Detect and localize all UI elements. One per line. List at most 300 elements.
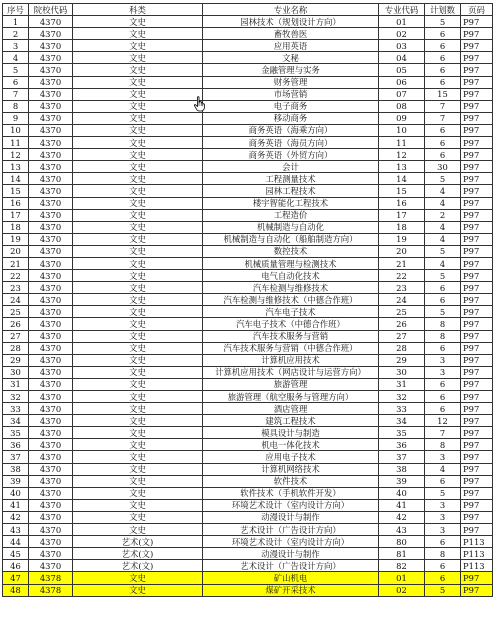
table-body xyxy=(3,16,493,597)
cell-school-code: 4370 xyxy=(29,511,73,523)
cell-plan-count: 6 xyxy=(425,28,461,40)
cell-major-name: 酒店管理 xyxy=(203,403,379,415)
cell-school-code: 4370 xyxy=(29,221,73,233)
cell-no: 40 xyxy=(3,487,29,499)
cell-page: P113 xyxy=(461,536,493,548)
cell-page: P97 xyxy=(461,221,493,233)
table-row-highlighted xyxy=(3,572,493,584)
cell-no: 46 xyxy=(3,560,29,572)
cell-plan-count: 6 xyxy=(425,52,461,64)
cell-school-code: 4370 xyxy=(29,112,73,124)
cell-category: 文史 xyxy=(73,16,203,28)
cell-page: P97 xyxy=(461,149,493,161)
cell-school-code: 4370 xyxy=(29,330,73,342)
cell-category: 文史 xyxy=(73,366,203,378)
cell-school-code: 4370 xyxy=(29,366,73,378)
cell-category: 文史 xyxy=(73,185,203,197)
cell-page: P97 xyxy=(461,572,493,584)
table-row xyxy=(3,221,493,233)
cell-major-name: 机械质量管理与检测技术 xyxy=(203,257,379,269)
cell-page: P113 xyxy=(461,560,493,572)
cell-category: 文史 xyxy=(73,161,203,173)
cell-page: P97 xyxy=(461,330,493,342)
cell-no: 37 xyxy=(3,451,29,463)
table-row xyxy=(3,124,493,136)
cell-category: 文史 xyxy=(73,524,203,536)
cell-major-name: 动漫设计与制作 xyxy=(203,548,379,560)
cell-school-code: 4370 xyxy=(29,28,73,40)
cell-major-code: 07 xyxy=(379,88,425,100)
cell-major-code: 20 xyxy=(379,245,425,257)
cell-plan-count: 4 xyxy=(425,233,461,245)
cell-major-name: 机械制造与自动化（船舶制造方向） xyxy=(203,233,379,245)
cell-page: P97 xyxy=(461,439,493,451)
table-row xyxy=(3,40,493,52)
cell-plan-count: 6 xyxy=(425,137,461,149)
cell-plan-count: 30 xyxy=(425,161,461,173)
cell-major-code: 40 xyxy=(379,487,425,499)
cell-plan-count: 6 xyxy=(425,403,461,415)
cell-major-code: 16 xyxy=(379,197,425,209)
cell-category: 文史 xyxy=(73,487,203,499)
cell-major-code: 22 xyxy=(379,270,425,282)
cell-category: 艺术(文) xyxy=(73,536,203,548)
cell-major-name: 机电一体化技术 xyxy=(203,439,379,451)
cell-no: 16 xyxy=(3,197,29,209)
cell-category: 文史 xyxy=(73,209,203,221)
cell-no: 31 xyxy=(3,378,29,390)
cell-page: P97 xyxy=(461,40,493,52)
cell-plan-count: 7 xyxy=(425,427,461,439)
cell-category: 文史 xyxy=(73,197,203,209)
cell-school-code: 4370 xyxy=(29,560,73,572)
cell-major-name: 楼宇智能化工程技术 xyxy=(203,197,379,209)
table-row xyxy=(3,282,493,294)
table-row xyxy=(3,475,493,487)
cell-page: P97 xyxy=(461,137,493,149)
cell-plan-count: 5 xyxy=(425,270,461,282)
enrollment-plan-table xyxy=(2,3,493,597)
cell-page: P97 xyxy=(461,354,493,366)
cell-page: P97 xyxy=(461,100,493,112)
cell-category: 文史 xyxy=(73,342,203,354)
cell-page: P97 xyxy=(461,584,493,596)
cell-page: P97 xyxy=(461,76,493,88)
cell-school-code: 4370 xyxy=(29,499,73,511)
cell-major-code: 34 xyxy=(379,415,425,427)
table-row xyxy=(3,161,493,173)
cell-category: 文史 xyxy=(73,233,203,245)
cell-category: 文史 xyxy=(73,52,203,64)
cell-plan-count: 4 xyxy=(425,197,461,209)
table-row xyxy=(3,294,493,306)
cell-major-code: 18 xyxy=(379,221,425,233)
cell-page: P97 xyxy=(461,294,493,306)
cell-major-name: 市场营销 xyxy=(203,88,379,100)
cell-plan-count: 6 xyxy=(425,124,461,136)
cell-school-code: 4370 xyxy=(29,524,73,536)
cell-page: P97 xyxy=(461,451,493,463)
cell-major-name: 工程造价 xyxy=(203,209,379,221)
cell-no: 8 xyxy=(3,100,29,112)
cell-category: 文史 xyxy=(73,572,203,584)
cell-major-code: 15 xyxy=(379,185,425,197)
table-row xyxy=(3,100,493,112)
cell-school-code: 4370 xyxy=(29,536,73,548)
cell-major-name: 工程测量技术 xyxy=(203,173,379,185)
table-row xyxy=(3,112,493,124)
cell-no: 39 xyxy=(3,475,29,487)
cell-category: 艺术(文) xyxy=(73,560,203,572)
cell-plan-count: 4 xyxy=(425,257,461,269)
cell-page: P97 xyxy=(461,463,493,475)
table-row xyxy=(3,245,493,257)
cell-major-code: 81 xyxy=(379,548,425,560)
cell-no: 20 xyxy=(3,245,29,257)
cell-major-code: 13 xyxy=(379,161,425,173)
cell-no: 38 xyxy=(3,463,29,475)
cell-school-code: 4370 xyxy=(29,197,73,209)
cell-school-code: 4370 xyxy=(29,100,73,112)
cell-major-name: 商务英语（海员方向） xyxy=(203,137,379,149)
cell-no: 35 xyxy=(3,427,29,439)
cell-no: 12 xyxy=(3,149,29,161)
table-row xyxy=(3,306,493,318)
cell-major-name: 商务英语（外贸方向） xyxy=(203,149,379,161)
cell-plan-count: 3 xyxy=(425,451,461,463)
cell-major-name: 计算机应用技术（网店设计与运营方向） xyxy=(203,366,379,378)
cell-major-code: 10 xyxy=(379,124,425,136)
cell-no: 19 xyxy=(3,233,29,245)
table-row xyxy=(3,16,493,28)
cell-page: P97 xyxy=(461,64,493,76)
cell-no: 27 xyxy=(3,330,29,342)
cell-major-code: 04 xyxy=(379,52,425,64)
cell-school-code: 4370 xyxy=(29,209,73,221)
cell-school-code: 4370 xyxy=(29,354,73,366)
table-row xyxy=(3,403,493,415)
cell-category: 文史 xyxy=(73,306,203,318)
cell-major-name: 数控技术 xyxy=(203,245,379,257)
table-row xyxy=(3,548,493,560)
cell-major-code: 02 xyxy=(379,28,425,40)
cell-major-code: 26 xyxy=(379,318,425,330)
cell-page: P97 xyxy=(461,499,493,511)
table-row xyxy=(3,342,493,354)
cell-school-code: 4370 xyxy=(29,463,73,475)
cell-no: 45 xyxy=(3,548,29,560)
cell-category: 文史 xyxy=(73,88,203,100)
table-row xyxy=(3,415,493,427)
cell-no: 32 xyxy=(3,391,29,403)
table-row xyxy=(3,511,493,523)
hand-pointer-cursor-icon xyxy=(193,96,207,112)
cell-major-name: 建筑工程技术 xyxy=(203,415,379,427)
cell-page: P97 xyxy=(461,185,493,197)
cell-category: 文史 xyxy=(73,270,203,282)
cell-page: P97 xyxy=(461,475,493,487)
col-header-category: 科类 xyxy=(73,4,203,16)
cell-category: 文史 xyxy=(73,124,203,136)
cell-major-name: 移动商务 xyxy=(203,112,379,124)
cell-plan-count: 6 xyxy=(425,560,461,572)
cell-plan-count: 6 xyxy=(425,536,461,548)
cell-no: 5 xyxy=(3,64,29,76)
table-row xyxy=(3,233,493,245)
cell-plan-count: 3 xyxy=(425,366,461,378)
cell-no: 24 xyxy=(3,294,29,306)
cell-plan-count: 8 xyxy=(425,548,461,560)
cell-category: 文史 xyxy=(73,584,203,596)
cell-category: 文史 xyxy=(73,330,203,342)
cell-no: 7 xyxy=(3,88,29,100)
cell-no: 25 xyxy=(3,306,29,318)
cell-school-code: 4370 xyxy=(29,282,73,294)
cell-school-code: 4370 xyxy=(29,161,73,173)
cell-page: P97 xyxy=(461,318,493,330)
cell-major-name: 旅游管理 xyxy=(203,378,379,390)
table-row xyxy=(3,378,493,390)
cell-no: 14 xyxy=(3,173,29,185)
cell-school-code: 4370 xyxy=(29,76,73,88)
cell-major-name: 汽车技术服务与营销 xyxy=(203,330,379,342)
cell-no: 33 xyxy=(3,403,29,415)
table-row xyxy=(3,330,493,342)
table-row xyxy=(3,64,493,76)
cell-page: P97 xyxy=(461,16,493,28)
cell-school-code: 4370 xyxy=(29,391,73,403)
cell-major-code: 21 xyxy=(379,257,425,269)
cell-plan-count: 6 xyxy=(425,475,461,487)
cell-plan-count: 6 xyxy=(425,572,461,584)
cell-no: 44 xyxy=(3,536,29,548)
cell-category: 文史 xyxy=(73,64,203,76)
cell-major-code: 35 xyxy=(379,427,425,439)
cell-school-code: 4370 xyxy=(29,233,73,245)
cell-school-code: 4370 xyxy=(29,294,73,306)
cell-page: P97 xyxy=(461,366,493,378)
cell-major-code: 29 xyxy=(379,354,425,366)
table-row xyxy=(3,173,493,185)
cell-category: 文史 xyxy=(73,451,203,463)
cell-plan-count: 6 xyxy=(425,282,461,294)
cell-major-code: 43 xyxy=(379,524,425,536)
cell-page: P97 xyxy=(461,88,493,100)
cell-school-code: 4370 xyxy=(29,88,73,100)
cell-no: 28 xyxy=(3,342,29,354)
cell-major-name: 艺术设计（广告设计方向） xyxy=(203,560,379,572)
cell-plan-count: 5 xyxy=(425,487,461,499)
cell-plan-count: 12 xyxy=(425,415,461,427)
cell-no: 13 xyxy=(3,161,29,173)
cell-school-code: 4370 xyxy=(29,173,73,185)
cell-major-name: 动漫设计与制作 xyxy=(203,511,379,523)
cell-major-name: 环境艺术设计（室内设计方向） xyxy=(203,499,379,511)
cell-major-code: 36 xyxy=(379,439,425,451)
cell-no: 18 xyxy=(3,221,29,233)
cell-category: 艺术(文) xyxy=(73,548,203,560)
cell-page: P97 xyxy=(461,403,493,415)
cell-category: 文史 xyxy=(73,282,203,294)
cell-major-code: 02 xyxy=(379,584,425,596)
cell-major-name: 电气自动化技术 xyxy=(203,270,379,282)
cell-page: P97 xyxy=(461,415,493,427)
cell-plan-count: 6 xyxy=(425,76,461,88)
table-row xyxy=(3,391,493,403)
cell-major-name: 汽车电子技术 xyxy=(203,306,379,318)
cell-major-code: 82 xyxy=(379,560,425,572)
cell-school-code: 4370 xyxy=(29,403,73,415)
col-header-major-name: 专业名称 xyxy=(203,4,379,16)
col-header-major-code: 专业代码 xyxy=(379,4,425,16)
cell-plan-count: 8 xyxy=(425,318,461,330)
cell-major-code: 42 xyxy=(379,511,425,523)
cell-plan-count: 6 xyxy=(425,149,461,161)
cell-no: 43 xyxy=(3,524,29,536)
cell-plan-count: 5 xyxy=(425,245,461,257)
cell-major-code: 80 xyxy=(379,536,425,548)
cell-major-code: 25 xyxy=(379,306,425,318)
cell-plan-count: 5 xyxy=(425,306,461,318)
cell-no: 10 xyxy=(3,124,29,136)
cell-category: 文史 xyxy=(73,439,203,451)
cell-plan-count: 6 xyxy=(425,40,461,52)
table-row xyxy=(3,427,493,439)
cell-no: 48 xyxy=(3,584,29,596)
cell-page: P97 xyxy=(461,524,493,536)
cell-category: 文史 xyxy=(73,318,203,330)
cell-no: 42 xyxy=(3,511,29,523)
table-row xyxy=(3,354,493,366)
cell-major-code: 41 xyxy=(379,499,425,511)
table-row xyxy=(3,28,493,40)
cell-school-code: 4370 xyxy=(29,149,73,161)
cell-plan-count: 2 xyxy=(425,209,461,221)
table-row xyxy=(3,487,493,499)
cell-school-code: 4370 xyxy=(29,124,73,136)
cell-school-code: 4370 xyxy=(29,270,73,282)
cell-school-code: 4370 xyxy=(29,137,73,149)
col-header-school-code: 院校代码 xyxy=(29,4,73,16)
cell-major-code: 03 xyxy=(379,40,425,52)
cell-category: 文史 xyxy=(73,511,203,523)
cell-category: 文史 xyxy=(73,40,203,52)
cell-plan-count: 8 xyxy=(425,439,461,451)
cell-no: 34 xyxy=(3,415,29,427)
cell-school-code: 4370 xyxy=(29,475,73,487)
cell-school-code: 4370 xyxy=(29,427,73,439)
cell-plan-count: 3 xyxy=(425,511,461,523)
cell-major-name: 机械制造与自动化 xyxy=(203,221,379,233)
cell-page: P97 xyxy=(461,173,493,185)
cell-major-name: 煤矿开采技术 xyxy=(203,584,379,596)
cell-no: 15 xyxy=(3,185,29,197)
cell-major-code: 30 xyxy=(379,366,425,378)
cell-category: 文史 xyxy=(73,391,203,403)
cell-major-name: 应用电子技术 xyxy=(203,451,379,463)
cell-school-code: 4370 xyxy=(29,185,73,197)
cell-no: 11 xyxy=(3,137,29,149)
cell-major-name: 计算机应用技术 xyxy=(203,354,379,366)
cell-major-name: 园林工程技术 xyxy=(203,185,379,197)
cell-no: 36 xyxy=(3,439,29,451)
table-row xyxy=(3,137,493,149)
cell-no: 4 xyxy=(3,52,29,64)
cell-school-code: 4370 xyxy=(29,415,73,427)
cell-school-code: 4370 xyxy=(29,548,73,560)
table-row xyxy=(3,149,493,161)
table-row xyxy=(3,439,493,451)
cell-major-code: 24 xyxy=(379,294,425,306)
cell-page: P97 xyxy=(461,28,493,40)
cell-major-code: 06 xyxy=(379,76,425,88)
cell-category: 文史 xyxy=(73,28,203,40)
cell-major-name: 软件技术 xyxy=(203,475,379,487)
table-row xyxy=(3,463,493,475)
cell-no: 1 xyxy=(3,16,29,28)
cell-school-code: 4370 xyxy=(29,64,73,76)
cell-category: 文史 xyxy=(73,499,203,511)
cell-page: P97 xyxy=(461,233,493,245)
cell-category: 文史 xyxy=(73,100,203,112)
table-row-highlighted xyxy=(3,584,493,596)
cell-no: 21 xyxy=(3,257,29,269)
cell-major-code: 28 xyxy=(379,342,425,354)
cell-category: 文史 xyxy=(73,415,203,427)
table-row xyxy=(3,257,493,269)
cell-major-name: 金融管理与实务 xyxy=(203,64,379,76)
cell-major-code: 32 xyxy=(379,391,425,403)
cell-plan-count: 15 xyxy=(425,88,461,100)
cell-page: P97 xyxy=(461,427,493,439)
cell-major-name: 软件技术（手机软件开发） xyxy=(203,487,379,499)
cell-plan-count: 5 xyxy=(425,16,461,28)
cell-category: 文史 xyxy=(73,427,203,439)
cell-major-code: 38 xyxy=(379,463,425,475)
cell-no: 6 xyxy=(3,76,29,88)
cell-major-code: 09 xyxy=(379,112,425,124)
cell-category: 文史 xyxy=(73,403,203,415)
table-row xyxy=(3,88,493,100)
cell-major-code: 01 xyxy=(379,572,425,584)
cell-major-name: 应用英语 xyxy=(203,40,379,52)
table-row xyxy=(3,318,493,330)
cell-school-code: 4370 xyxy=(29,342,73,354)
cell-page: P97 xyxy=(461,112,493,124)
cell-no: 26 xyxy=(3,318,29,330)
cell-plan-count: 6 xyxy=(425,342,461,354)
cell-major-name: 电子商务 xyxy=(203,100,379,112)
table-row xyxy=(3,209,493,221)
cell-plan-count: 3 xyxy=(425,524,461,536)
cell-major-name: 模具设计与制造 xyxy=(203,427,379,439)
cell-page: P97 xyxy=(461,197,493,209)
table-row xyxy=(3,560,493,572)
cell-plan-count: 6 xyxy=(425,64,461,76)
cell-category: 文史 xyxy=(73,149,203,161)
cell-major-name: 会计 xyxy=(203,161,379,173)
col-header-page: 页码 xyxy=(461,4,493,16)
cell-major-code: 39 xyxy=(379,475,425,487)
cell-category: 文史 xyxy=(73,112,203,124)
cell-category: 文史 xyxy=(73,294,203,306)
cell-major-name: 汽车技术服务与营销（中德合作班） xyxy=(203,342,379,354)
cell-no: 23 xyxy=(3,282,29,294)
cell-major-name: 艺术设计（广告设计方向） xyxy=(203,524,379,536)
col-header-no: 序号 xyxy=(3,4,29,16)
table-row xyxy=(3,270,493,282)
cell-major-code: 37 xyxy=(379,451,425,463)
